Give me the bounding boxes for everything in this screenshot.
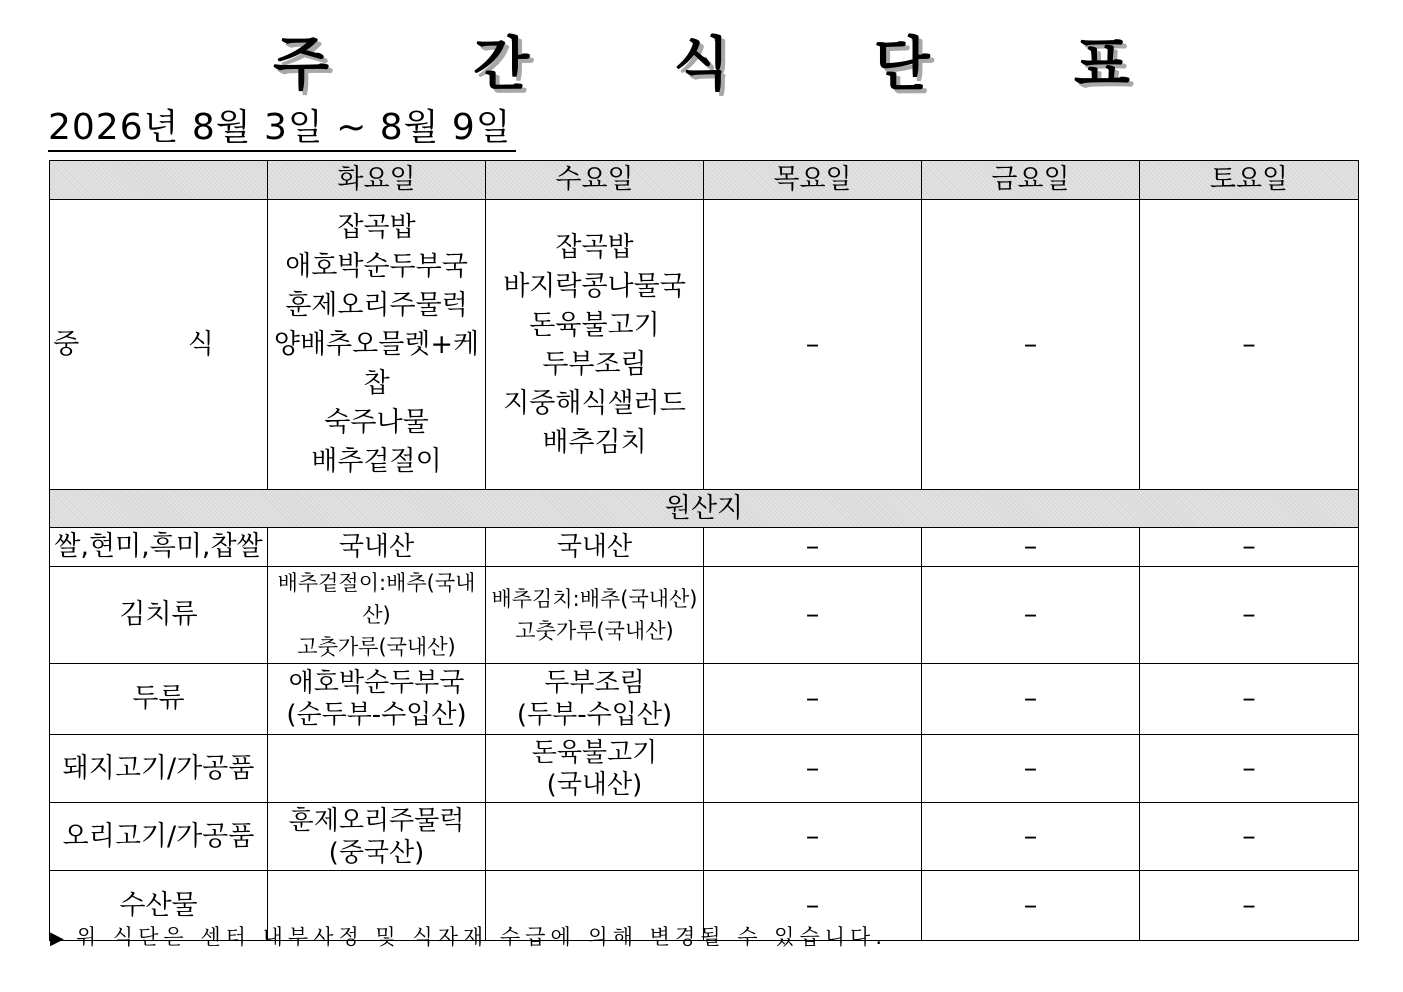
origin-cell-fri: – — [922, 735, 1140, 803]
origin-row — [50, 803, 1359, 871]
origin-cell-thu: – — [704, 528, 922, 567]
origin-cell-fri: – — [922, 567, 1140, 664]
origin-row — [50, 528, 1359, 567]
origin-label: 오리고기/가공품 — [50, 803, 268, 871]
origin-header-row — [50, 490, 1359, 528]
menu-item: 두부조림 — [542, 348, 647, 380]
origin-text: 고춧가루(국내산) — [515, 619, 674, 643]
menu-item: 훈제오리주물럭 — [285, 290, 468, 321]
lunch-label — [50, 200, 268, 490]
origin-cell-thu: – — [704, 871, 922, 941]
origin-cell-thu: – — [704, 803, 922, 871]
day-header-row — [50, 161, 1359, 200]
date-range: 2026년 8월 3일 ~ 8월 9일 — [48, 106, 516, 152]
origin-cell-sat: – — [1140, 528, 1359, 567]
origin-cell-sat: – — [1140, 567, 1359, 664]
menu-item: 애호박순두부국 — [285, 251, 468, 282]
origin-cell-sat: – — [1140, 803, 1359, 871]
origin-cell-tue — [268, 567, 486, 664]
day-header-tue: 화요일 — [268, 161, 486, 200]
origin-cell-thu: – — [704, 567, 922, 664]
menu-cell-tue — [268, 200, 486, 490]
origin-text: (두부-수입산) — [516, 700, 673, 730]
menu-cell-sat: – — [1140, 200, 1359, 490]
origin-cell-wed — [486, 803, 704, 871]
menu-item: 지중해식샐러드 — [503, 387, 686, 419]
origin-header: 원산지 — [50, 490, 1359, 528]
weekly-menu-table — [49, 160, 1359, 941]
footer-note-text: 위 식단은 센터 내부사정 및 식자재 수급에 의해 변경될 수 있습니다. — [75, 925, 887, 949]
footer-note — [50, 924, 887, 952]
origin-row — [50, 664, 1359, 735]
menu-item: 양배추오믈렛+케찹 — [273, 329, 480, 399]
origin-cell-sat: – — [1140, 735, 1359, 803]
menu-item: 바지락콩나물국 — [503, 270, 686, 302]
menu-cell-wed — [486, 200, 704, 490]
origin-cell-wed — [486, 735, 704, 803]
origin-text: 돈육불고기 — [531, 737, 658, 768]
origin-label: 두류 — [50, 664, 268, 735]
origin-cell-tue — [268, 664, 486, 735]
origin-text: 국내산 — [556, 532, 633, 562]
origin-cell-sat: – — [1140, 871, 1359, 941]
origin-cell-tue — [268, 803, 486, 871]
lunch-label-text: 중 식 — [53, 328, 264, 360]
page-title: 주 간 식 단 표 — [273, 30, 1192, 98]
menu-item: 배추김치 — [542, 426, 647, 458]
origin-cell-thu: – — [704, 664, 922, 735]
origin-text: (순두부-수입산) — [286, 700, 467, 730]
origin-label: 수산물 — [50, 871, 268, 941]
origin-text: 국내산 — [338, 532, 415, 562]
origin-text: 배추김치:배추(국내산) — [491, 587, 698, 611]
menu-item: 숙주나물 — [324, 407, 429, 438]
origin-cell-wed — [486, 567, 704, 664]
origin-cell-fri: – — [922, 871, 1140, 941]
day-header-fri: 금요일 — [922, 161, 1140, 200]
origin-text: 배추겉절이:배추(국내산) — [277, 571, 476, 627]
origin-text: (국내산) — [546, 769, 643, 800]
day-header-thu: 목요일 — [704, 161, 922, 200]
origin-text: 고춧가루(국내산) — [297, 635, 456, 659]
menu-item: 배추겉절이 — [311, 446, 442, 477]
origin-text: 훈제오리주물럭 — [288, 805, 465, 836]
menu-cell-thu: – — [704, 200, 922, 490]
origin-label: 쌀,현미,흑미,찹쌀 — [50, 528, 268, 567]
menu-item: 잡곡밥 — [555, 231, 634, 263]
origin-cell-fri: – — [922, 803, 1140, 871]
origin-row — [50, 567, 1359, 664]
origin-cell-thu: – — [704, 735, 922, 803]
origin-label: 돼지고기/가공품 — [50, 735, 268, 803]
origin-label: 김치류 — [50, 567, 268, 664]
origin-cell-fri: – — [922, 528, 1140, 567]
origin-text: 두부조림 — [544, 668, 645, 698]
menu-item: 잡곡밥 — [337, 212, 416, 243]
origin-text: (중국산) — [328, 837, 425, 868]
menu-cell-fri: – — [922, 200, 1140, 490]
origin-cell-wed — [486, 528, 704, 567]
origin-cell-tue — [268, 528, 486, 567]
origin-cell-sat: – — [1140, 664, 1359, 735]
triangle-right-icon: ▶ — [50, 928, 64, 949]
origin-row — [50, 735, 1359, 803]
menu-item: 돈육불고기 — [529, 309, 660, 341]
origin-cell-tue — [268, 735, 486, 803]
origin-text: 애호박순두부국 — [288, 668, 465, 698]
day-header-sat: 토요일 — [1140, 161, 1359, 200]
origin-cell-wed — [486, 664, 704, 735]
lunch-row — [50, 200, 1359, 490]
day-header-wed: 수요일 — [486, 161, 704, 200]
origin-cell-fri: – — [922, 664, 1140, 735]
corner-cell — [50, 161, 268, 200]
